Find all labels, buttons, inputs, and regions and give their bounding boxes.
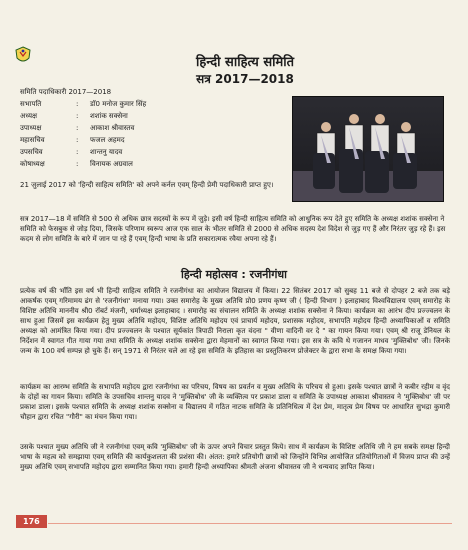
officer-role: सभापति bbox=[20, 100, 42, 108]
officer-row: महासचिव : फजल अहमद bbox=[20, 136, 125, 144]
officer-name: शशांक सक्सेना bbox=[90, 112, 128, 120]
officer-role: उपाध्यक्ष bbox=[20, 124, 42, 132]
officer-role: महासचिव bbox=[20, 136, 45, 144]
group-photo-illustration bbox=[293, 97, 443, 201]
officer-name: फजल अहमद bbox=[90, 136, 125, 144]
officer-name: डॉ0 मनोज कुमार सिंह bbox=[90, 100, 147, 108]
officers-list bbox=[20, 98, 278, 170]
officer-name: शान्तनु यादव bbox=[90, 148, 123, 156]
page-number: 176 bbox=[16, 515, 47, 528]
officer-role: कोषाध्यक्ष bbox=[20, 160, 45, 168]
page-title: हिन्दी साहित्य समिति bbox=[195, 55, 295, 70]
section-paragraph-2: कार्यक्रम का आरम्भ समिति के सभापति महोदय द्वारा रजनीगंधा का परिचय, विषय का प्रवर्तन व मुख्य अतिथि के परिचय से हुआ। इसके पश्चात छात्रों ने कबीर रहीम व वृंद के दोहों का गायन किया। समिति के उपसचिव शान्तनु यादव ने 'मुक्तिबोध' जी के व्यक्तित्व पर प्रकाश डाला व समिति के उपाध्यक्ष आकाश श्रीवास्तव ने 'मुक्तिबोध' जी पर प्रकाश डाला। इसके पश्चात समिति के अध्यक्ष शशांक सक्सेना व विद्यालय में गठित नाटक समिति के प्रतिनिधित्व में देश प्रेम, मातृत्व प्रेम विषय पर आधारित सुभद्रा कुमारी चौहान द्वारा रचित "गौरी" का मंचन किया गया। bbox=[20, 383, 450, 421]
section-paragraph-1: प्रत्येक वर्ष की भाँति इस वर्ष भी हिन्दी साहित्य समिति ने रजनीगंधा का आयोजन विद्यालय में किया। 22 सितंबर 2017 को सुबह 11 बजे से दोपहर 2 बजे तक बड़े आकर्षक एवम् गरिमामय ढंग से 'रजनीगंधा' मनाया गया। उक्त समारोह के मुख्य अतिथि प्रो0 प्रणय कृष्ण जी ( हिन्दी विभाग ) इलाहाबाद विश्वविद्यालय एवम् समारोह के विशिष्ट अतिथि माननीय श्री0 रॉबर्ट मंजनी, धर्माध्यक्ष इलाहाबाद । समारोह का संचालन समिति के अध्यक्ष शशांक सक्सेना ने किया। कार्यक्रम का आरंभ दीप प्रज्ज्वलन के साथ हुआ जिसमें इस कार्यक्रम हेतु मुख्य अतिथि महोदय, विशिष्ट अतिथि महोदय एवं प्राचार्य महोदय, प्रशासक महोदय, सभापति महोदय हिन्दी अध्यापिकाओं व समिति अध्यक्ष को आमंत्रित किया गया। दीप प्रज्ज्वलन के पश्चात सूर्यकांत त्रिपाठी निराला कृत वंदना " वीणा वादिनी वर दे " का गायन किया गया। एवम् श्री राजू डेनियल के निर्देशन में स्वागत गीत गाया गया तथा समिति के अध्यक्ष शशांक सक्सेना द्वारा मेहमानों का स्वागत किया गया। इस सत्र के कवि थे गजानन माधव 'मुक्तिबोध' जी। जिनके जन्म के 100 वर्ष सम्पन्न हो चुके हैं। सन् 1971 से निरंतर चले आ रहे इस समिति के इतिहास का प्रस्तुतिकरण प्रोजेक्टर के द्वारा सभा के समक्ष किया गया। bbox=[20, 287, 450, 355]
footer-divider bbox=[48, 523, 452, 524]
officer-row: उपसचिव : शान्तनु यादव bbox=[20, 148, 123, 156]
officer-row: उपाध्यक्ष : आकाश श्रीवास्तव bbox=[20, 124, 135, 132]
intro-paragraph-1: 21 जुलाई 2017 को 'हिन्दी साहित्य समिति' को अपने कर्नल एवम् हिन्दी प्रेमी पदाधिकारी प्राप्त हुए। bbox=[20, 181, 274, 189]
officer-role: अध्यक्ष bbox=[20, 112, 38, 120]
officer-row: कोषाध्यक्ष : विनायक अग्रवाल bbox=[20, 160, 133, 168]
committee-photo bbox=[292, 96, 444, 202]
section-heading: हिन्दी महोत्सव : रजनीगंधा bbox=[180, 268, 288, 281]
officer-name: विनायक अग्रवाल bbox=[90, 160, 133, 168]
school-crest-icon bbox=[14, 46, 32, 66]
officer-row: अध्यक्ष : शशांक सक्सेना bbox=[20, 112, 128, 120]
session-title: सत्र 2017—2018 bbox=[196, 72, 294, 86]
officer-row: सभापति : डॉ0 मनोज कुमार सिंह bbox=[20, 100, 147, 108]
intro-paragraph-2: सत्र 2017—18 में समिति से 500 से अधिक छात्र सदस्यों के रूप में जुड़े। इसी वर्ष हिन्दी साहित्य समिति को आधुनिक रूप देते हुए समिति के अध्यक्ष शशांक सक्सेना ने समिति को फेसबुक से जोड़ दिया, जिसके परिणाम स्वरूप आज एक साल के भीतर समिति से 2000 से अधिक सदस्य देश विदेश से जुड़ गए हैं और निरंतर जुड़ रहे हैं। इस कदम से लोग समिति के बारे में जान पा रहे हैं एवम् हिन्दी भाषा के प्रति सकारात्मक रवैया अपना रहे हैं। bbox=[20, 215, 446, 243]
officers-heading: समिति पदाधिकारी 2017—2018 bbox=[20, 88, 112, 96]
officer-role: उपसचिव bbox=[20, 148, 43, 156]
section-paragraph-3: उसके पश्चात मुख्य अतिथि जी ने रजनीगंधा एवम् कवि 'मुक्तिबोध' जी के ऊपर अपने विचार प्रस्तुत किये। साथ में कार्यक्रम के विशिष्ट अतिथि जी ने हम सबके समक्ष हिन्दी भाषा के महत्व को समझाया एवम् समिति की कार्यकुशलता की प्रशंसा की। अंतत: हमारे प्रतियोगी छात्रों को जिन्होंने विभिन्न आयोजित प्रतियोगिताओं में विजय प्राप्त की उन्हें मुख्य अतिथि एवम् सभापति महोदय द्वारा सम्मानित किया गया। हमारी हिन्दी अध्यापिका श्रीमती अंजना श्रीवास्तव जी ने धन्यवाद ज्ञापित किया। bbox=[20, 443, 450, 471]
officer-name: आकाश श्रीवास्तव bbox=[90, 124, 135, 132]
